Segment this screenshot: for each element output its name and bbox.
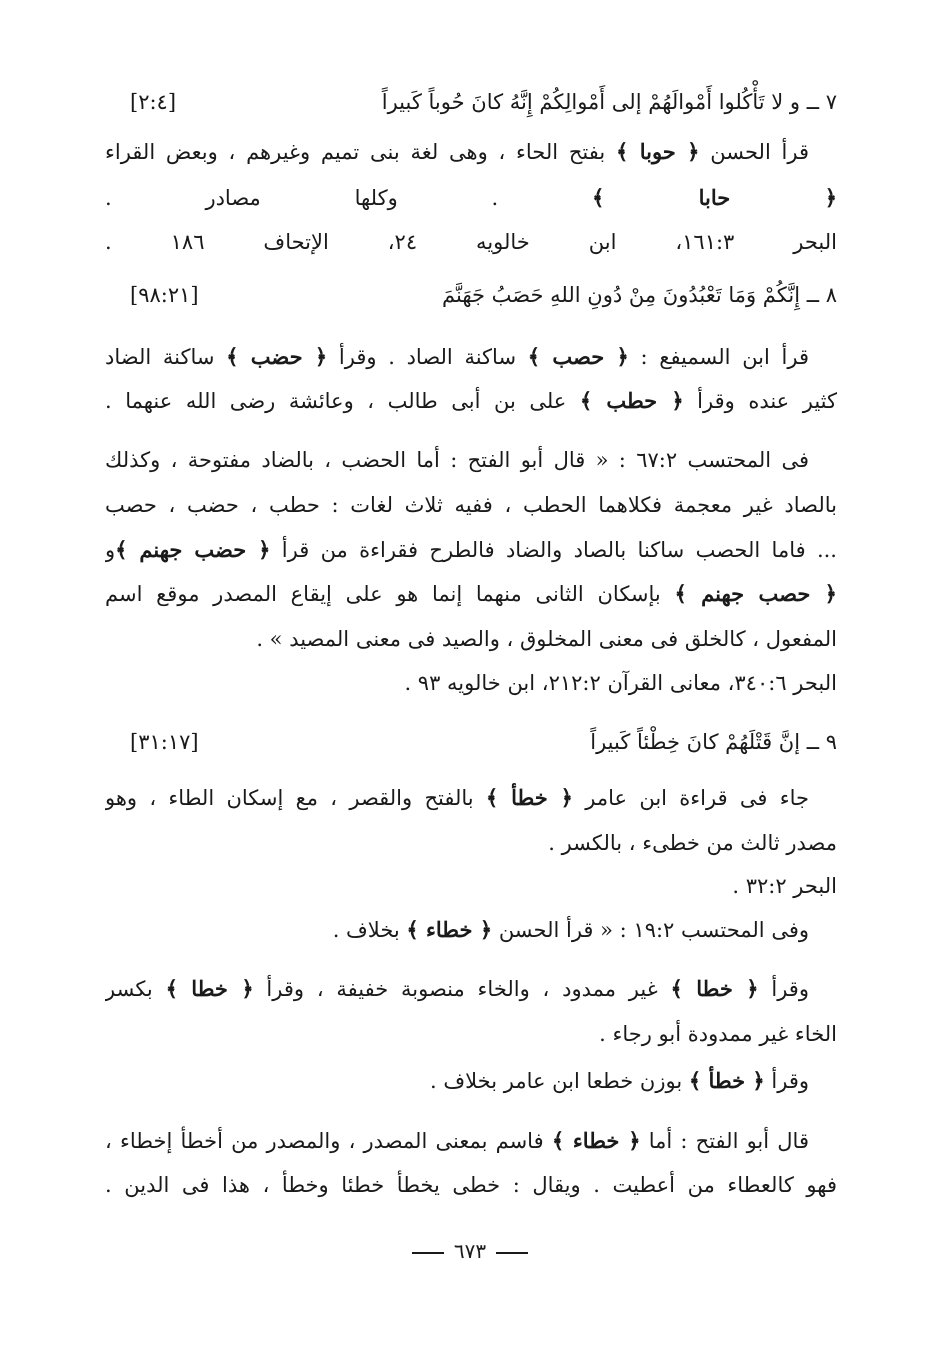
text-run: كثير عنده وقرأ (683, 389, 837, 413)
text-line (105, 1124, 837, 1158)
verse-heading-8 (105, 275, 837, 315)
text-line (105, 533, 837, 567)
reading-highlight: ﴿ حطب ﴾ (579, 388, 684, 413)
reading-highlight: ﴿ حابا ﴾ (591, 185, 837, 210)
text-run: ساكنة الضاد (105, 345, 227, 369)
verse-reference: [٢:٤] (130, 90, 177, 114)
text-line (105, 340, 837, 374)
text-line (105, 781, 837, 815)
reading-highlight: ﴿ خطأ ﴾ (688, 1068, 765, 1093)
text-run: غير ممدود ، والخاء منصوبة خفيفة ، وقرأ (253, 977, 671, 1001)
reading-highlight: ﴿ حضب جهنم ﴾ (115, 537, 271, 562)
text-run: و (105, 538, 116, 562)
text-line (105, 913, 837, 947)
source-line (105, 225, 837, 259)
verse-reference: [٣١:١٧] (130, 730, 199, 754)
reading-highlight: ﴿ حصب ﴾ (527, 344, 629, 369)
text-run: بالصاد غير معجمة فكلاهما الحطب ، ففيه ثلاث لغات : حطب ، حضب ، حصب (105, 493, 837, 517)
verse-text: ٨ ــ إِنَّكُمْ وَمَا تَعْبُدُونَ مِنْ دُونِ اللهِ حَصَبُ جَهَنَّمَ (442, 283, 837, 307)
text-run: فاسم بمعنى المصدر ، والمصدر من أخطأ إخطاء ، (105, 1129, 552, 1153)
text-line (105, 1064, 837, 1098)
text-run: البحر ٣٤٠:٦، معانى القرآن ٢١٢:٢، ابن خالويه ٩٣ . (404, 671, 837, 695)
text-run: بوزن خطعا ابن عامر بخلاف . (430, 1069, 689, 1093)
text-run: ساكنة الصاد . وقرأ (327, 345, 528, 369)
text-run: جاء فى قراءة ابن عامر (572, 786, 809, 810)
text-run: على بن أبى طالب ، وعائشة رضى الله عنهما . (105, 389, 580, 413)
verse-reference: [٩٨:٢١] (130, 283, 199, 307)
text-run: وقرأ (758, 977, 809, 1001)
text-line (105, 135, 837, 169)
text-run: البحر ١٦١:٣، ابن خالويه ٢٤، الإتحاف ١٨٦ . (105, 230, 837, 254)
text-run: قال أبو الفتح : أما (640, 1129, 809, 1153)
text-run: الخاء غير ممدودة أبو رجاء . (599, 1022, 837, 1046)
text-run: ... فاما الحصب ساكنا بالصاد والضاد فالطرح فقراءة من قرأ (270, 538, 837, 562)
text-run: المفعول ، كالخلق فى معنى المخلوق ، والصيد فى معنى المصيد » . (256, 627, 837, 651)
text-line (105, 443, 837, 477)
text-run: . وكلها مصادر . (105, 186, 592, 210)
text-run: بإسكان الثانى منهما إنما هو على إيقاع المصدر موقع اسم (105, 582, 675, 606)
source-line (105, 666, 837, 700)
reading-highlight: ﴿ حصب جهنم ﴾ (674, 581, 837, 606)
text-run: وقرأ (764, 1069, 809, 1093)
reading-highlight: ﴿ حوبا ﴾ (616, 139, 700, 164)
text-run: بكسر (105, 977, 166, 1001)
text-run: وفى المحتسب ١٩:٢ : « قرأ الحسن (492, 918, 809, 942)
text-line (105, 577, 837, 611)
reading-highlight: ﴿ خطاء ﴾ (551, 1128, 641, 1153)
text-run: بخلاف . (332, 918, 407, 942)
text-line (105, 826, 837, 860)
text-line (105, 488, 837, 522)
text-line (105, 1017, 837, 1051)
verse-text: ٧ ــ و لا تَأْكُلوا أَمْوالَهُمْ إلى أَمْوالِكُمْ إِنَّهُ كانَ حُوباً كَبيراً (381, 90, 837, 114)
text-run: مصدر ثالث من خطىء ، بالكسر . (548, 831, 837, 855)
reading-highlight: ﴿ خطاء ﴾ (406, 917, 493, 942)
text-line (105, 1168, 837, 1202)
reading-highlight: ﴿ حضب ﴾ (226, 344, 328, 369)
footer-dash (496, 1252, 528, 1254)
footer-dash (412, 1252, 444, 1254)
text-line (105, 622, 837, 656)
text-line (105, 972, 837, 1006)
verse-heading-7 (105, 82, 837, 122)
reading-highlight: ﴿ خطأ ﴾ (485, 785, 573, 810)
verse-text: ٩ ــ إنَّ قَتْلَهُمْ كانَ خِطْئاً كَبيراً (590, 730, 837, 754)
reading-highlight: ﴿ خطا ﴾ (165, 976, 254, 1001)
text-run: بالفتح والقصر ، مع إسكان الطاء ، وهو (105, 786, 486, 810)
text-line (105, 181, 837, 215)
page-number: ٦٧٣ (453, 1239, 487, 1263)
text-run: بفتح الحاء ، وهى لغة بنى تميم وغيرهم ، وبعض القراء (105, 140, 616, 164)
text-run: قرأ الحسن (699, 140, 810, 164)
verse-heading-9 (105, 722, 837, 762)
text-run: فهو كالعطاء من أعطيت . ويقال : خطى يخطأ خطئا وخطأ ، هذا فى الدين . (105, 1173, 837, 1197)
page-number-footer (0, 1234, 940, 1268)
text-run: البحر ٣٢:٢ . (732, 874, 837, 898)
text-run: فى المحتسب ٦٧:٢ : « قال أبو الفتح : أما الحضب ، بالضاد مفتوحة ، وكذلك (105, 448, 809, 472)
text-run: قرأ ابن السميفع : (628, 345, 810, 369)
source-line (105, 869, 837, 903)
reading-highlight: ﴿ خطا ﴾ (670, 976, 759, 1001)
text-line (105, 384, 837, 418)
